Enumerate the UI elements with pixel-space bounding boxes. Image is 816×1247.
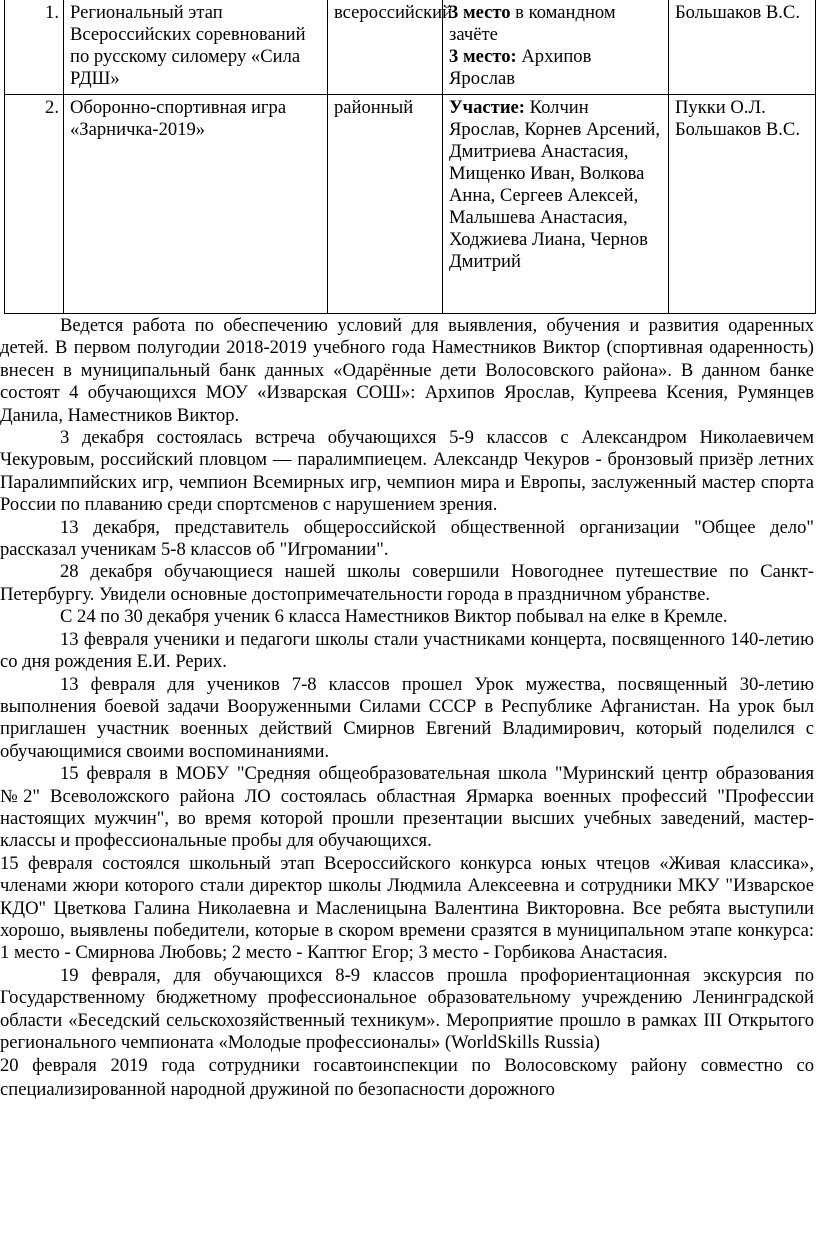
- event-name: Оборонно-спортивная игра «Зарничка-2019»: [64, 95, 328, 314]
- leader-name: Большаков В.С.: [675, 119, 800, 140]
- table-row: [5, 95, 816, 314]
- result-text: Архипов Ярослав: [449, 46, 592, 89]
- leader-name: Пукки О.Л.: [675, 97, 766, 118]
- paragraph-chekurov-meeting: 3 декабря состоялась встреча обучающихся 5-9 классов с Александром Николаевичем Чекуровым, российский пловцом — паралимпиецем. Александр Чекуров - бронзовый призёр летних Паралимпийских игр, чемпион Всемирных игр, чемпион мира и Европы, заслуженный мастер спорта России по плаванию среди спортсменов с нарушением зрения.: [0, 427, 814, 516]
- paragraph-live-classics: 15 февраля состоялся школьный этап Всероссийского конкурса юных чтецов «Живая классика», членами жюри которого стали директор школы Людмила Алексеевна и сотрудники МКУ "Изварское КДО" Цветкова Галина Николаевна и Масленицына Валентина Викторовна. Все ребята выступили хорошо, выявлены победители, которые в скором времени сразятся в муниципальном этапе конкурса: 1 место - Смирнова Любовь; 2 место - Каптюг Егор; 3 место - Горбикова Анастасия.: [0, 852, 814, 964]
- result-line: [449, 97, 662, 273]
- paragraph-kremlin-tree: С 24 по 30 декабря ученик 6 класса Наместников Виктор побывал на елке в Кремле.: [60, 606, 728, 628]
- table-row: [5, 0, 816, 95]
- paragraph-traffic-police: 20 февраля 2019 года сотрудники госавтоинспекции по Волосовскому району совместно со специализированной народной дружиной по безопасности дорожного: [0, 1055, 814, 1101]
- events-table: [4, 0, 816, 314]
- paragraph-spb-trip: 28 декабря обучающиеся нашей школы совершили Новогоднее путешествие по Санкт-Петербургу. Увидели основные достопримечательности города в праздничном убранстве.: [0, 561, 814, 605]
- paragraph-roerich-concert: 13 февраля ученики и педагоги школы стали участниками концерта, посвященного 140-летию со дня рождения Е.И. Рерих.: [0, 628, 814, 673]
- result-label: Участие:: [449, 97, 525, 118]
- paragraph-courage-lesson: 13 февраля для учеников 7-8 классов прошел Урок мужества, посвященный 30-летию выполнения боевой задачи Вооруженными Силами СССР в Республике Афганистан. На урок был приглашен участник военных действий Смирнов Евгений Владимирович, который поделился с обучающимися своими воспоминаниями.: [0, 673, 814, 762]
- paragraph-gifted-children: Ведется работа по обеспечению условий для выявления, обучения и развития одаренных детей. В первом полугодии 2018-2019 учебного года Наместников Виктор (спортивная одаренность) внесен в муниципальный банк данных «Одарённые дети Волосовского района». В данном банке состоят 4 обучающихся МОУ «Изварская СОШ»: Архипов Ярослав, Купреева Ксения, Румянцев Данила, Наместников Виктор.: [0, 315, 814, 426]
- paragraph-military-fair: 15 февраля в МОБУ "Средняя общеобразовательная школа "Муринский центр образования №2" Всеволожского района ЛО состоялась областная Ярмарка военных профессий "Профессии настоящих мужчин", во время которой прошли презентации высших учебных заведений, мастер-классы и профессиональные пробы для обучающихся.: [0, 763, 814, 852]
- row-number: 1.: [5, 0, 64, 95]
- event-result: [443, 95, 669, 314]
- result-line: [449, 2, 662, 46]
- result-line: [449, 46, 662, 90]
- result-label: 3 место: [449, 2, 511, 23]
- event-level: всероссийский: [328, 0, 443, 95]
- paragraph-career-excursion: 19 февраля, для обучающихся 8-9 классов прошла профориентационная экскурсия по Государственному бюджетному профессиональное образовательному учреждению Ленинградской области «Беседский сельскохозяйственный техникум». Мероприятие прошло в рамках III Открытого регионального чемпионата «Молодые профессионалы» (WorldSkills Russia): [0, 964, 814, 1053]
- event-leader: [669, 95, 816, 314]
- event-result: [443, 0, 669, 95]
- paragraph-obshchee-delo: 13 декабря, представитель общероссийской общественной организации "Общее дело" рассказал ученикам 5-8 классов об "Игромании".: [0, 516, 814, 561]
- result-text: Колчин Ярослав, Корнев Арсений, Дмитриева Анастасия, Мищенко Иван, Волкова Анна, Сергеев Алексей, Малышева Анастасия, Ходжиева Лиана, Чернов Дмитрий: [449, 97, 660, 272]
- result-text: в командном зачёте: [449, 2, 616, 45]
- event-level: районный: [328, 95, 443, 314]
- result-label: 3 место:: [449, 46, 517, 67]
- report-text: [0, 315, 814, 1102]
- event-name: Региональный этап Всероссийских соревнований по русскому силомеру «Сила РДШ»: [64, 0, 328, 95]
- event-leader: Большаков В.С.: [669, 0, 816, 95]
- row-number: 2.: [5, 95, 64, 314]
